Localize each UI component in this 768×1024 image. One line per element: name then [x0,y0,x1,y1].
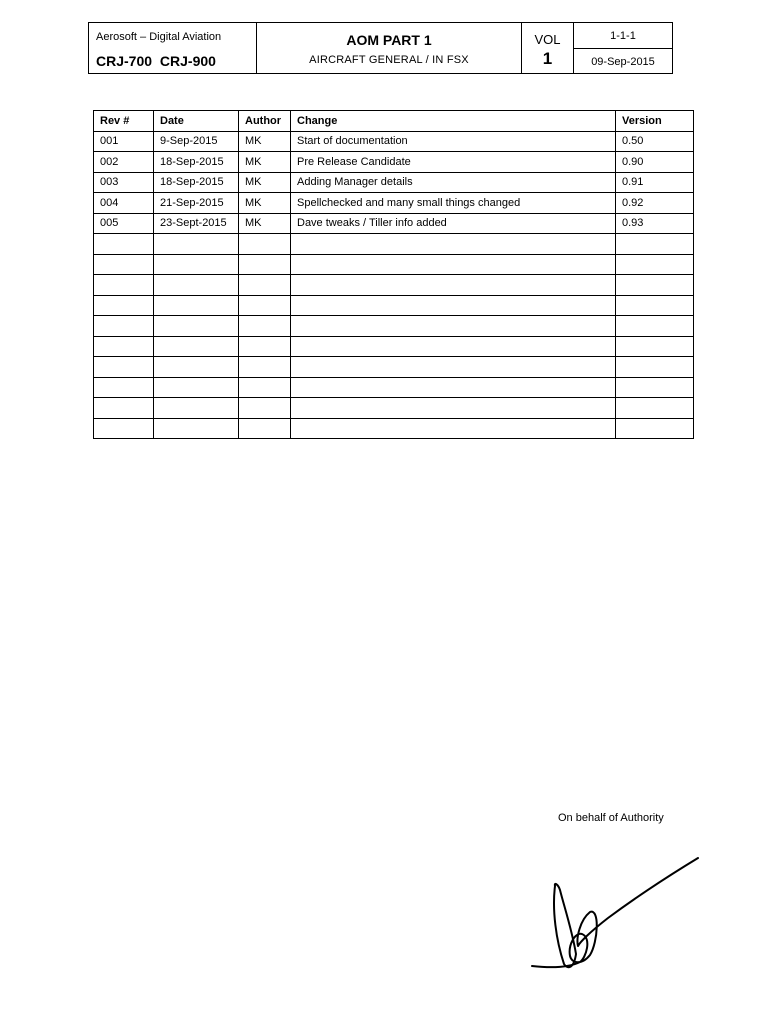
column-header-date: Date [154,111,239,132]
cell-date [154,234,239,255]
cell-rev [94,398,154,419]
table-row [94,316,694,337]
cell-rev: 002 [94,152,154,173]
cell-change [291,398,616,419]
cell-date: 21-Sep-2015 [154,193,239,214]
table-row [94,172,694,193]
table-row [94,357,694,378]
cell-change: Pre Release Candidate [291,152,616,173]
header-title-cell [257,23,522,73]
column-header-version: Version [616,111,694,132]
cell-author: MK [239,193,291,214]
table-row [94,254,694,275]
cell-change: Start of documentation [291,131,616,152]
cell-version: 0.91 [616,172,694,193]
cell-date [154,398,239,419]
cell-version [616,418,694,439]
cell-change [291,377,616,398]
cell-change [291,234,616,255]
column-header-change: Change [291,111,616,132]
cell-date [154,295,239,316]
cell-date: 23-Sept-2015 [154,213,239,234]
cell-author [239,234,291,255]
cell-change [291,295,616,316]
table-row [94,234,694,255]
cell-rev [94,418,154,439]
document-subtitle: AIRCRAFT GENERAL / IN FSX [309,54,469,66]
cell-version [616,398,694,419]
table-row [94,336,694,357]
header-company-cell [89,23,257,73]
cell-author: MK [239,131,291,152]
cell-version [616,357,694,378]
header-date: 09-Sep-2015 [591,56,655,68]
cell-author [239,377,291,398]
cell-rev [94,295,154,316]
cell-date [154,316,239,337]
cell-rev [94,336,154,357]
cell-version [616,316,694,337]
table-row [94,193,694,214]
cell-author: MK [239,152,291,173]
table-row [94,152,694,173]
cell-rev [94,316,154,337]
document-header [88,22,673,74]
authority-signature [520,850,710,980]
cell-date [154,254,239,275]
company-name: Aerosoft – Digital Aviation [96,31,222,43]
cell-version: 0.92 [616,193,694,214]
table-row [94,131,694,152]
aircraft-models: CRJ-700 CRJ-900 [96,53,216,69]
cell-version [616,377,694,398]
table-row [94,418,694,439]
authority-label: On behalf of Authority [558,812,664,824]
table-row [94,213,694,234]
table-row [94,295,694,316]
table-row [94,377,694,398]
cell-date [154,357,239,378]
cell-change [291,418,616,439]
cell-change: Adding Manager details [291,172,616,193]
cell-change [291,316,616,337]
header-ref-cell [574,23,672,73]
cell-version [616,254,694,275]
cell-rev [94,234,154,255]
cell-date [154,418,239,439]
header-divider [574,48,672,49]
cell-change [291,336,616,357]
cell-rev [94,357,154,378]
cell-rev: 005 [94,213,154,234]
cell-change [291,254,616,275]
cell-author: MK [239,213,291,234]
cell-date [154,377,239,398]
cell-version: 0.90 [616,152,694,173]
cell-date [154,275,239,296]
cell-author [239,418,291,439]
cell-author [239,398,291,419]
cell-rev: 004 [94,193,154,214]
cell-author: MK [239,172,291,193]
cell-author [239,336,291,357]
cell-rev [94,377,154,398]
cell-change: Dave tweaks / Tiller info added [291,213,616,234]
cell-date [154,336,239,357]
cell-author [239,357,291,378]
cell-date: 18-Sep-2015 [154,172,239,193]
cell-author [239,254,291,275]
table-header-row [94,111,694,132]
page-reference: 1-1-1 [610,30,636,42]
cell-version: 0.50 [616,131,694,152]
cell-date: 18-Sep-2015 [154,152,239,173]
cell-author [239,275,291,296]
cell-rev [94,254,154,275]
cell-change: Spellchecked and many small things changed [291,193,616,214]
column-header-rev: Rev # [94,111,154,132]
cell-date: 9-Sep-2015 [154,131,239,152]
cell-version: 0.93 [616,213,694,234]
column-header-author: Author [239,111,291,132]
cell-version [616,336,694,357]
cell-change [291,275,616,296]
cell-author [239,316,291,337]
revision-table [93,110,694,439]
cell-author [239,295,291,316]
cell-rev: 003 [94,172,154,193]
volume-number: 1 [542,49,553,68]
cell-change [291,357,616,378]
revision-table-body [94,131,694,439]
table-row [94,398,694,419]
document-title: AOM PART 1 [346,32,432,48]
table-row [94,275,694,296]
cell-version [616,295,694,316]
header-volume-cell [522,23,574,73]
cell-version [616,275,694,296]
cell-version [616,234,694,255]
cell-rev: 001 [94,131,154,152]
volume-label: VOL [534,32,561,47]
cell-rev [94,275,154,296]
